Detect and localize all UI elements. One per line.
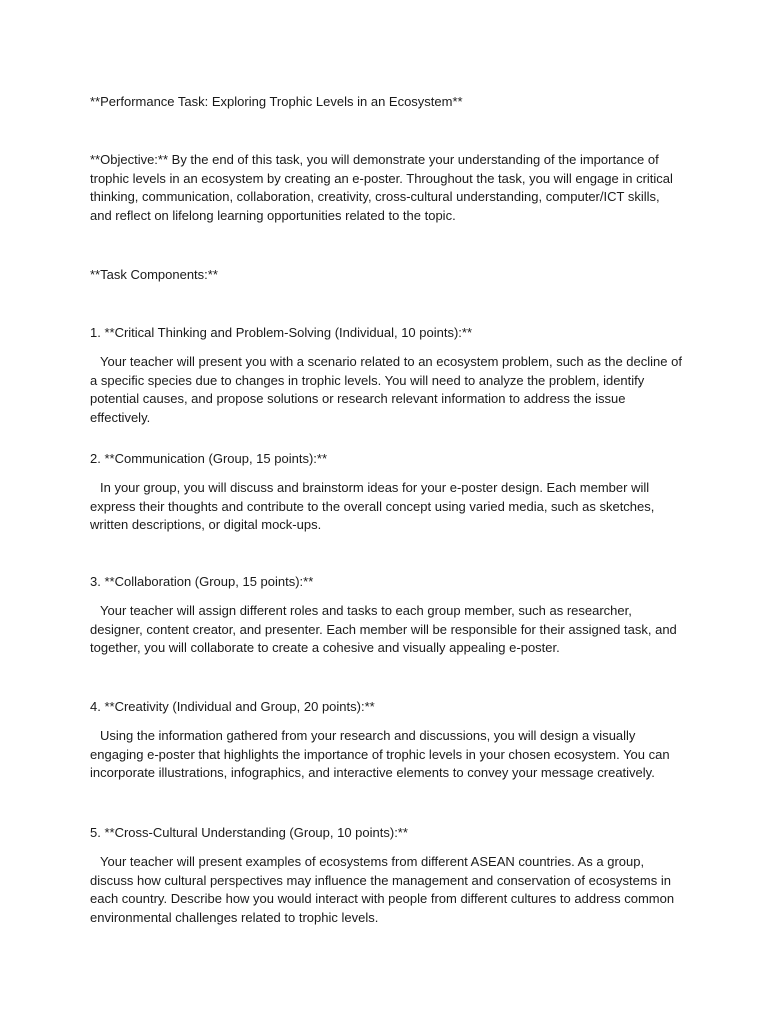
component-body-cross-cultural [90,853,682,927]
document-title: **Performance Task: Exploring Trophic Levels in an Ecosystem** [90,94,463,109]
component-body-collaboration [90,602,682,658]
component-body-creativity [90,727,682,783]
component-body-text: Your teacher will assign different roles and tasks to each group member, such as researcher, designer, content creator, and presenter. Each member will be responsible for their assigned task, and together, you will collaborate to create a cohesive and visually appealing e-poster. [90,603,677,656]
component-body-communication [90,479,682,535]
component-body-text: Your teacher will present you with a scenario related to an ecosystem problem, such as the decline of a specific species due to changes in trophic levels. You will need to analyze the problem, identify potential causes, and propose solutions or research relevant information to address the issue effectively. [90,354,682,425]
component-body-text: Your teacher will present examples of ecosystems from different ASEAN countries. As a group, discuss how cultural perspectives may influence the management and conservation of ecosystems in each country. Describe how you would interact with people from different cultures to address common environmental challenges related to trophic levels. [90,854,675,925]
component-heading-creativity: 4. **Creativity (Individual and Group, 20 points):** [90,699,375,714]
component-heading-collaboration: 3. **Collaboration (Group, 15 points):** [90,574,314,589]
component-body-text: In your group, you will discuss and brainstorm ideas for your e-poster design. Each member will express their thoughts and contribute to the overall concept using varied media, such as sketches, written descriptions, or digital mock-ups. [90,480,655,533]
component-heading-cross-cultural: 5. **Cross-Cultural Understanding (Group, 10 points):** [90,825,408,840]
objective-paragraph: **Objective:** By the end of this task, you will demonstrate your understanding of the importance of trophic levels in an ecosystem by creating an e-poster. Throughout the task, you will engage in critical thinking, communication, collaboration, creativity, cross-cultural understanding, computer/ICT skills, and reflect on lifelong learning opportunities related to the topic. [90,152,673,223]
component-body-critical-thinking [90,353,682,427]
component-heading-critical-thinking: 1. **Critical Thinking and Problem-Solving (Individual, 10 points):** [90,325,473,340]
task-components-heading: **Task Components:** [90,267,218,282]
component-heading-communication: 2. **Communication (Group, 15 points):** [90,451,328,466]
component-body-text: Using the information gathered from your research and discussions, you will design a visually engaging e-poster that highlights the importance of trophic levels in your chosen ecosystem. You can incorporate illustrations, infographics, and interactive elements to convey your message creatively. [90,728,670,781]
